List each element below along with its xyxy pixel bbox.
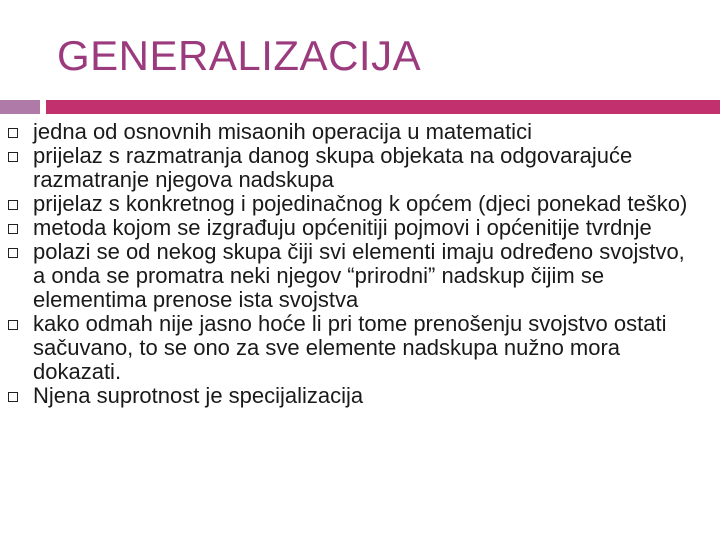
- accent-bar-right: [46, 100, 720, 114]
- square-bullet-icon: [8, 128, 18, 138]
- accent-bar-left: [0, 100, 40, 114]
- bullet-item: [0, 384, 720, 408]
- bullet-text: kako odmah nije jasno hoće li pri tome prenošenju svojstvo ostati sačuvano, to se ono za sve elemente nadskupa nužno mora dokazati.: [33, 311, 667, 384]
- square-bullet-icon: [8, 152, 18, 162]
- bullet-item: [0, 192, 720, 216]
- bullet-text: polazi se od nekog skupa čiji svi elementi imaju određeno svojstvo, a onda se promatra neki njegov “prirodni” nadskup čijim se elementima prenose ista svojstva: [33, 239, 685, 312]
- bullet-text: prijelaz s konkretnog i pojedinačnog k općem (djeci ponekad teško): [33, 191, 688, 216]
- bullet-item: [0, 144, 720, 192]
- square-bullet-icon: [8, 224, 18, 234]
- slide-title: GENERALIZACIJA: [57, 32, 422, 79]
- square-bullet-icon: [8, 392, 18, 402]
- bullet-item: [0, 216, 720, 240]
- bullet-text: jedna od osnovnih misaonih operacija u matematici: [33, 119, 532, 144]
- bullet-text: metoda kojom se izgrađuju općenitiji pojmovi i općenitije tvrdnje: [33, 215, 652, 240]
- square-bullet-icon: [8, 320, 18, 330]
- square-bullet-icon: [8, 200, 18, 210]
- bullet-item: [0, 120, 720, 144]
- bullet-text: Njena suprotnost je specijalizacija: [33, 383, 364, 408]
- square-bullet-icon: [8, 248, 18, 258]
- bullet-text: prijelaz s razmatranja danog skupa objekata na odgovarajuće razmatranje njegova nadskupa: [33, 143, 633, 192]
- bullet-list: [0, 120, 720, 408]
- bullet-item: [0, 240, 720, 312]
- bullet-item: [0, 312, 720, 384]
